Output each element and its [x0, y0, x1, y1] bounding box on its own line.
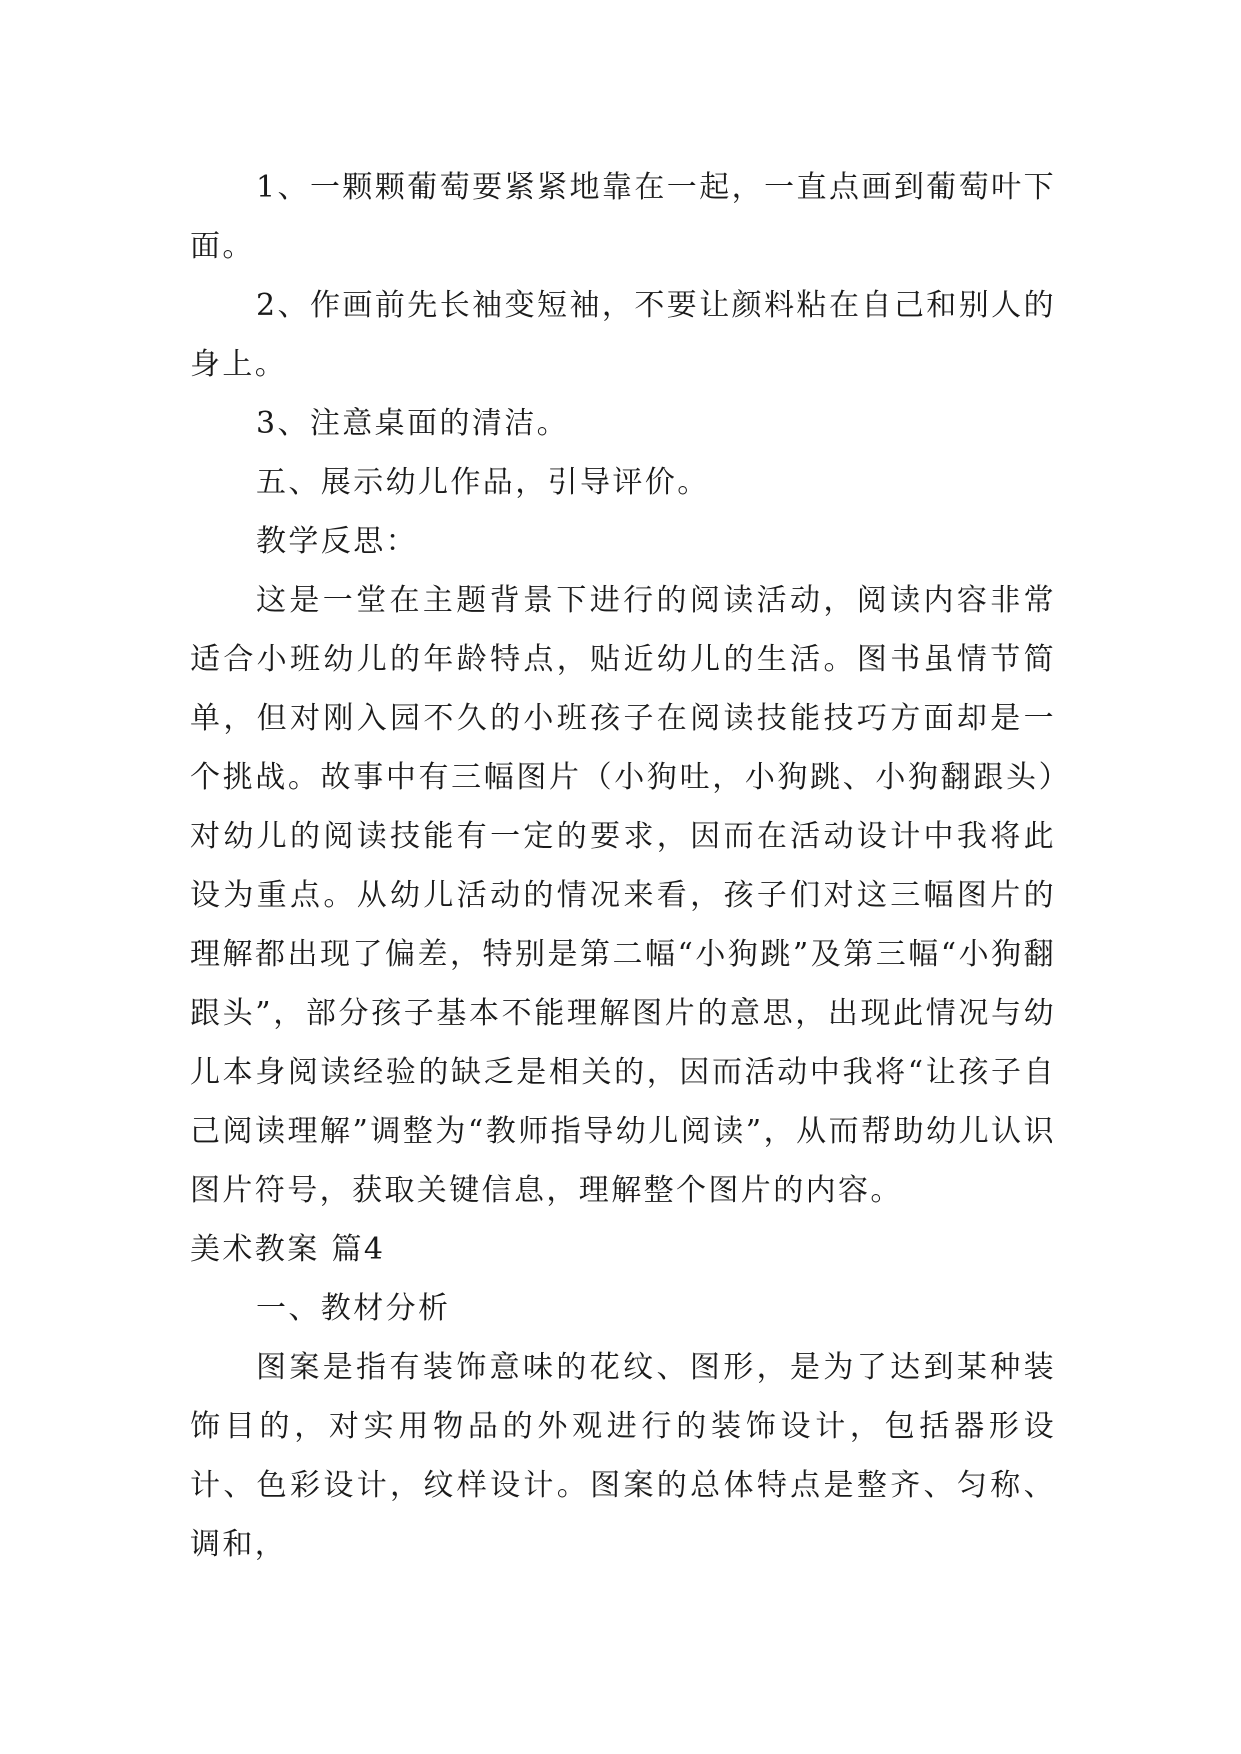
- paragraph-step-1: 1、一颗颗葡萄要紧紧地靠在一起，一直点画到葡萄叶下面。: [190, 170, 1056, 264]
- paragraph-reflection-label: 教学反思：: [256, 524, 418, 559]
- section-heading: 美术教案 篇4: [190, 1232, 386, 1267]
- paragraph-material-analysis-body: 图案是指有装饰意味的花纹、图形，是为了达到某种装饰目的，对实用物品的外观进行的装饰设计，包括器形设计、色彩设计，纹样设计。图案的总体特点是整齐、匀称、调和，: [190, 1350, 1056, 1562]
- paragraph-material-analysis-label: 一、教材分析: [256, 1291, 451, 1326]
- paragraph-reflection-body: 这是一堂在主题背景下进行的阅读活动，阅读内容非常适合小班幼儿的年龄特点，贴近幼儿的生活。图书虽情节简单，但对刚入园不久的小班孩子在阅读技能技巧方面却是一个挑战。故事中有三幅图片（小狗吐，小狗跳、小狗翻跟头）对幼儿的阅读技能有一定的要求，因而在活动设计中我将此设为重点。从幼儿活动的情况来看，孩子们对这三幅图片的理解都出现了偏差，特别是第二幅“小狗跳”及第三幅“小狗翻跟头”，部分孩子基本不能理解图片的意思，出现此情况与幼儿本身阅读经验的缺乏是相关的，因而活动中我将“让孩子自己阅读理解”调整为“教师指导幼儿阅读”，从而帮助幼儿认识图片符号，获取关键信息，理解整个图片的内容。: [190, 583, 1056, 1208]
- paragraph-section-five: 五、展示幼儿作品，引导评价。: [256, 465, 710, 500]
- paragraph-step-3: 3、注意桌面的清洁。: [256, 406, 570, 441]
- paragraph-step-2: 2、作画前先长袖变短袖，不要让颜料粘在自己和别人的身上。: [190, 288, 1056, 382]
- document-page: [190, 158, 1056, 1574]
